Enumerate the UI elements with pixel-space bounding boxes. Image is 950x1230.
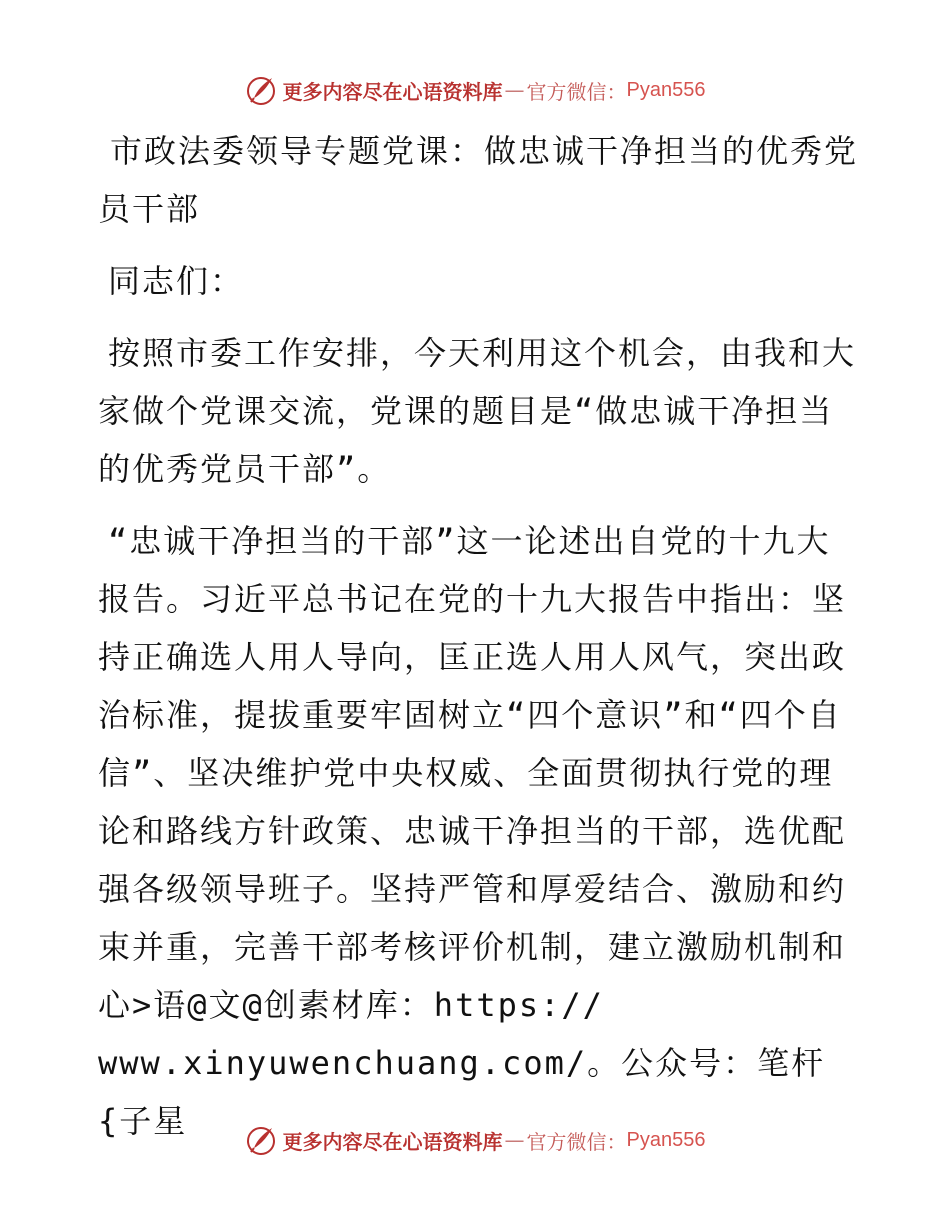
banner-brand-text: 更多内容尽在心语资料库 — [282, 1129, 503, 1154]
document-body — [98, 122, 858, 1150]
banner-dash: — — [504, 1128, 525, 1152]
banner-brand-text: 更多内容尽在心语资料库 — [282, 79, 503, 104]
header-watermark-banner — [0, 70, 950, 110]
paragraph-2-tail: www.xinyuwenchuang.com/。公众号：笔杆{子星 — [98, 1044, 826, 1140]
paragraph-1: 按照市委工作安排，今天利用这个机会，由我和大家做个党课交流，党课的题目是“做忠诚干净担当的优秀党员干部”。 — [98, 334, 857, 488]
footer-watermark-banner — [0, 1120, 950, 1160]
paragraph-2: “忠诚干净担当的干部”这一论述出自党的十九大报告。习近平总书记在党的十九大报告中指出：坚持正确选人用人导向，匡正选人用人风气，突出政治标准，提拔重要牢固树立“四个意识”和“四个自信”、坚决维护党中央权威、全面贯彻执行党的理论和路线方针政策、忠诚干净担当的干部，选优配强各级领导班子。坚持严管和厚爱结合、激励和约束并重，完善干部考核评价机制，建立激励机制和心>语@文@创素材库：https:// — [98, 522, 847, 1024]
document-title: 市政法委领导专题党课：做忠诚干净担当的优秀党员干部 — [98, 132, 859, 228]
salutation: 同志们： — [108, 262, 245, 300]
banner-wechat-label: 官方微信： — [526, 79, 627, 104]
banner-dash: — — [504, 78, 525, 102]
quill-logo-icon — [245, 74, 277, 106]
quill-logo-icon — [245, 1124, 277, 1156]
banner-wechat-id: Pyan556 — [626, 1128, 706, 1151]
banner-wechat-label: 官方微信： — [526, 1129, 627, 1154]
banner-wechat-id: Pyan556 — [626, 78, 706, 101]
